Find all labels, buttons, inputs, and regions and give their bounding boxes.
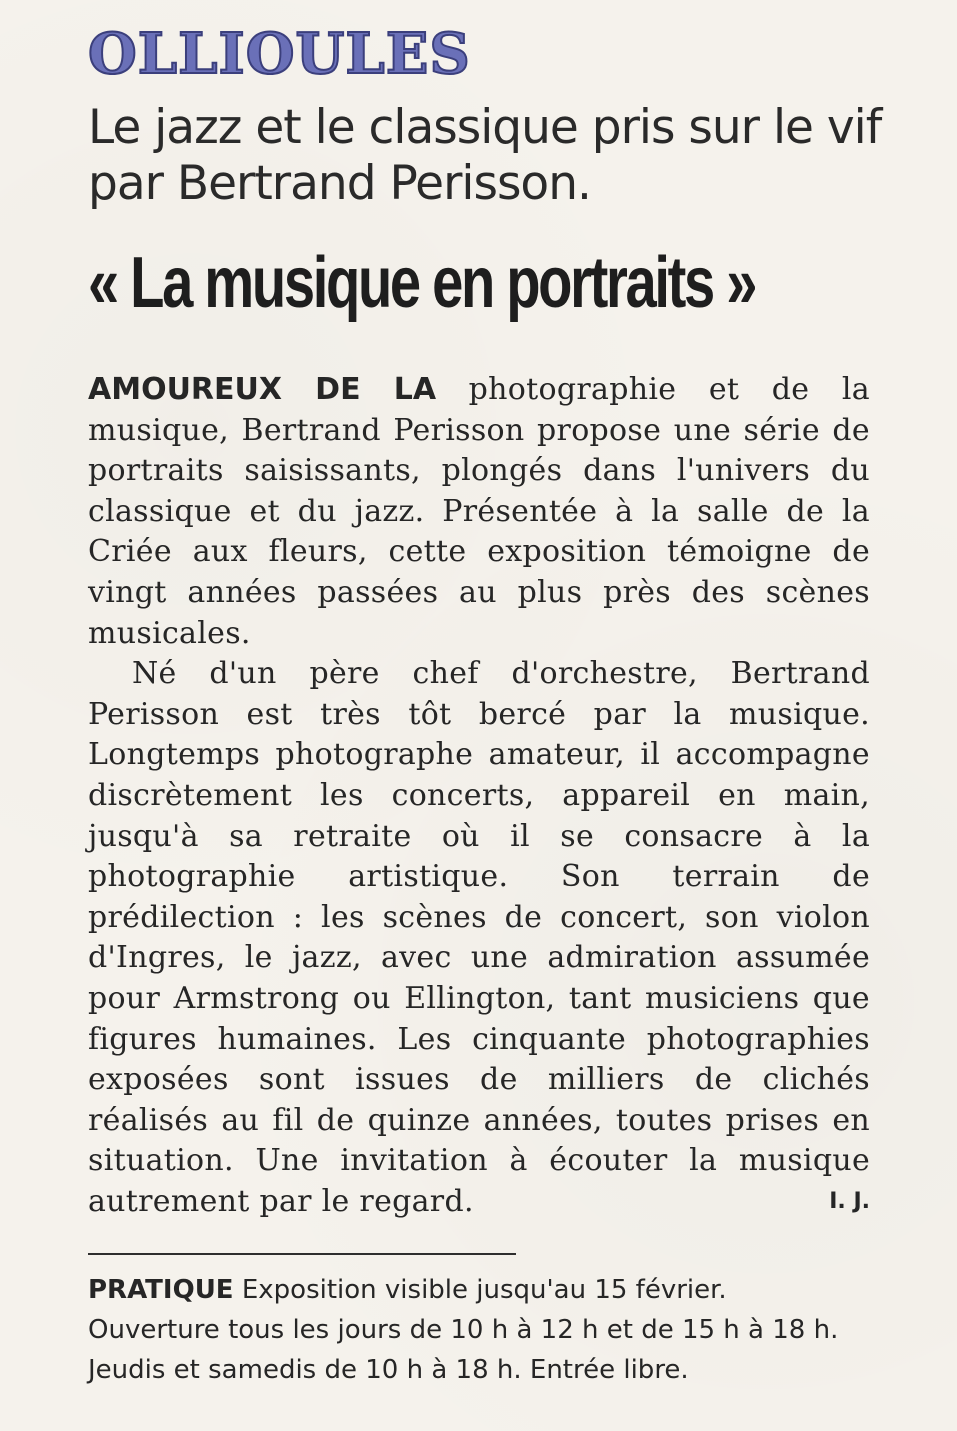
- practical-text: Exposition visible jusqu'au 15 février. Ouverture tous les jours de 10 h à 12 h et de 15 h à 18 h. Jeudis et samedis de 10 h à 18 h. Entrée libre.: [88, 1275, 839, 1385]
- practical-label: PRATIQUE: [88, 1275, 234, 1305]
- article-headline: « La musique en portraits »: [88, 243, 756, 323]
- practical-info: [88, 1270, 848, 1390]
- article-subtitle: Le jazz et le classique pris sur le vif par Bertrand Perisson.: [88, 100, 882, 211]
- article-paragraph-2: [88, 654, 870, 1222]
- article-paragraph-1: [88, 370, 870, 654]
- location-kicker: OLLIOULES: [88, 21, 471, 87]
- section-divider: [88, 1253, 516, 1255]
- paragraph-2-text: Né d'un père chef d'orchestre, Bertrand Perisson est très tôt bercé par la musique. Longtemps photographe amateur, il accompagne discrètement les concerts, appareil en main, jusqu'à sa retraite où il se consacre à la photographie artistique. Son terrain de prédilection : les scènes de concert, son violon d'Ingres, le jazz, avec une admiration assumée pour Armstrong ou Ellington, tant musiciens que figures humaines. Les cinquante photographies exposées sont issues de milliers de clichés réalisés au fil de quinze années, toutes prises en situation. Une invitation à écouter la musique autrement par le regard.: [88, 656, 870, 1219]
- article-body: [88, 370, 870, 1222]
- author-signature: I. J.: [829, 1188, 870, 1214]
- lead-in: AMOUREUX DE LA: [88, 372, 437, 407]
- paragraph-1-text: photographie et de la musique, Bertrand Perisson propose une série de portraits saisissants, plongés dans l'univers du classique et du jazz. Présentée à la salle de la Criée aux fleurs, cette exposition témoigne de vingt années passées au plus près des scènes musicales.: [88, 372, 870, 651]
